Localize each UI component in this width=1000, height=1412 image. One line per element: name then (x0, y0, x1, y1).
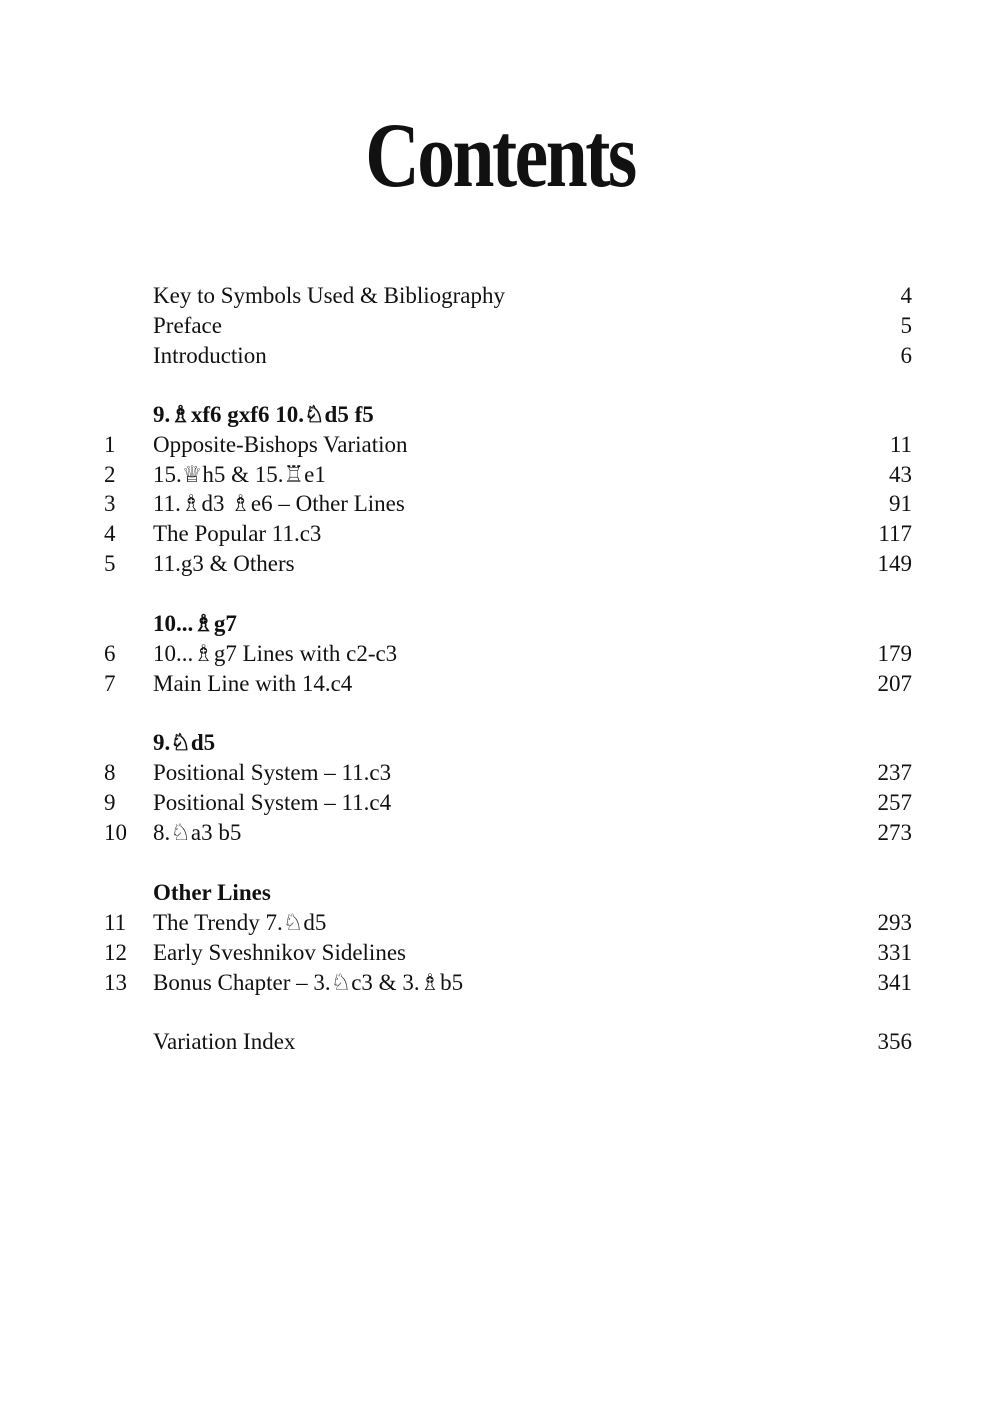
chapter-number: 11 (104, 910, 127, 935)
toc-chapter-8[interactable] (0, 758, 1000, 788)
toc-entry-title: Preface (153, 313, 222, 338)
chapter-title: Early Sveshnikov Sidelines (153, 940, 406, 965)
chapter-title: 8.♘a3 b5 (153, 820, 242, 845)
chapter-page: 237 (877, 760, 912, 785)
toc-chapter-1[interactable] (0, 430, 1000, 460)
chapter-number: 7 (104, 671, 116, 696)
toc-entry-title: Key to Symbols Used & Bibliography (153, 283, 506, 308)
toc-chapter-2[interactable] (0, 460, 1000, 490)
chapter-title: Positional System – 11.c4 (153, 790, 392, 815)
chapter-title: 11.g3 & Others (153, 551, 295, 576)
toc-entry-key-to-symbols[interactable] (0, 281, 1000, 311)
toc-entry-page: 6 (900, 343, 912, 368)
toc-chapter-6[interactable] (0, 639, 1000, 669)
chapter-page: 91 (889, 491, 912, 516)
chapter-title: Main Line with 14.c4 (153, 671, 353, 696)
section-heading: 9.♗xf6 gxf6 10.♘d5 f5 (153, 402, 374, 427)
chapter-page: 257 (877, 790, 912, 815)
toc-chapter-7[interactable] (0, 669, 1000, 699)
chapter-number: 10 (104, 820, 127, 845)
chapter-title: The Trendy 7.♘d5 (153, 910, 327, 935)
toc-chapter-10[interactable] (0, 818, 1000, 848)
chapter-title: Bonus Chapter – 3.♘c3 & 3.♗b5 (153, 970, 464, 995)
chapter-title: 10...♗g7 Lines with c2-c3 (153, 641, 398, 666)
chapter-page: 149 (877, 551, 912, 576)
chapter-number: 13 (104, 970, 127, 995)
toc-chapter-12[interactable] (0, 938, 1000, 968)
toc-entry-page: 356 (877, 1029, 912, 1054)
chapter-number: 8 (104, 760, 116, 785)
toc-entry-title: Introduction (153, 343, 267, 368)
toc-entry-preface[interactable] (0, 311, 1000, 341)
toc-chapter-5[interactable] (0, 549, 1000, 579)
chapter-title: The Popular 11.c3 (153, 521, 322, 546)
page-title: Contents (365, 104, 635, 206)
toc-chapter-11[interactable] (0, 908, 1000, 938)
chapter-number: 6 (104, 641, 116, 666)
toc-chapter-4[interactable] (0, 519, 1000, 549)
section-heading: 9.♘d5 (153, 730, 216, 755)
chapter-page: 11 (889, 432, 912, 457)
chapter-number: 4 (104, 521, 116, 546)
chapter-page: 341 (877, 970, 912, 995)
toc-entry-variation-index[interactable] (0, 1027, 1000, 1057)
chapter-title: Positional System – 11.c3 (153, 760, 392, 785)
section-heading: 10...♗g7 (153, 611, 237, 636)
chapter-number: 3 (104, 491, 116, 516)
chapter-number: 5 (104, 551, 116, 576)
toc-entry-page: 5 (900, 313, 912, 338)
section-heading: Other Lines (153, 880, 271, 905)
toc-entry-title: Variation Index (153, 1029, 296, 1054)
chapter-title: 11.♗d3 ♗e6 – Other Lines (153, 491, 405, 516)
chapter-number: 9 (104, 790, 116, 815)
chapter-page: 43 (889, 462, 912, 487)
chapter-page: 207 (877, 671, 912, 696)
toc-chapter-13[interactable] (0, 968, 1000, 998)
toc-entry-introduction[interactable] (0, 341, 1000, 371)
chapter-number: 1 (104, 432, 116, 457)
toc-chapter-9[interactable] (0, 788, 1000, 818)
chapter-page: 273 (877, 820, 912, 845)
chapter-page: 117 (878, 521, 912, 546)
chapter-number: 2 (104, 462, 116, 487)
chapter-page: 331 (877, 940, 912, 965)
chapter-page: 293 (877, 910, 912, 935)
chapter-number: 12 (104, 940, 127, 965)
toc-chapter-3[interactable] (0, 489, 1000, 519)
chapter-title: Opposite-Bishops Variation (153, 432, 408, 457)
chapter-title: 15.♕h5 & 15.♖e1 (153, 462, 326, 487)
toc-entry-page: 4 (900, 283, 912, 308)
chapter-page: 179 (877, 641, 912, 666)
